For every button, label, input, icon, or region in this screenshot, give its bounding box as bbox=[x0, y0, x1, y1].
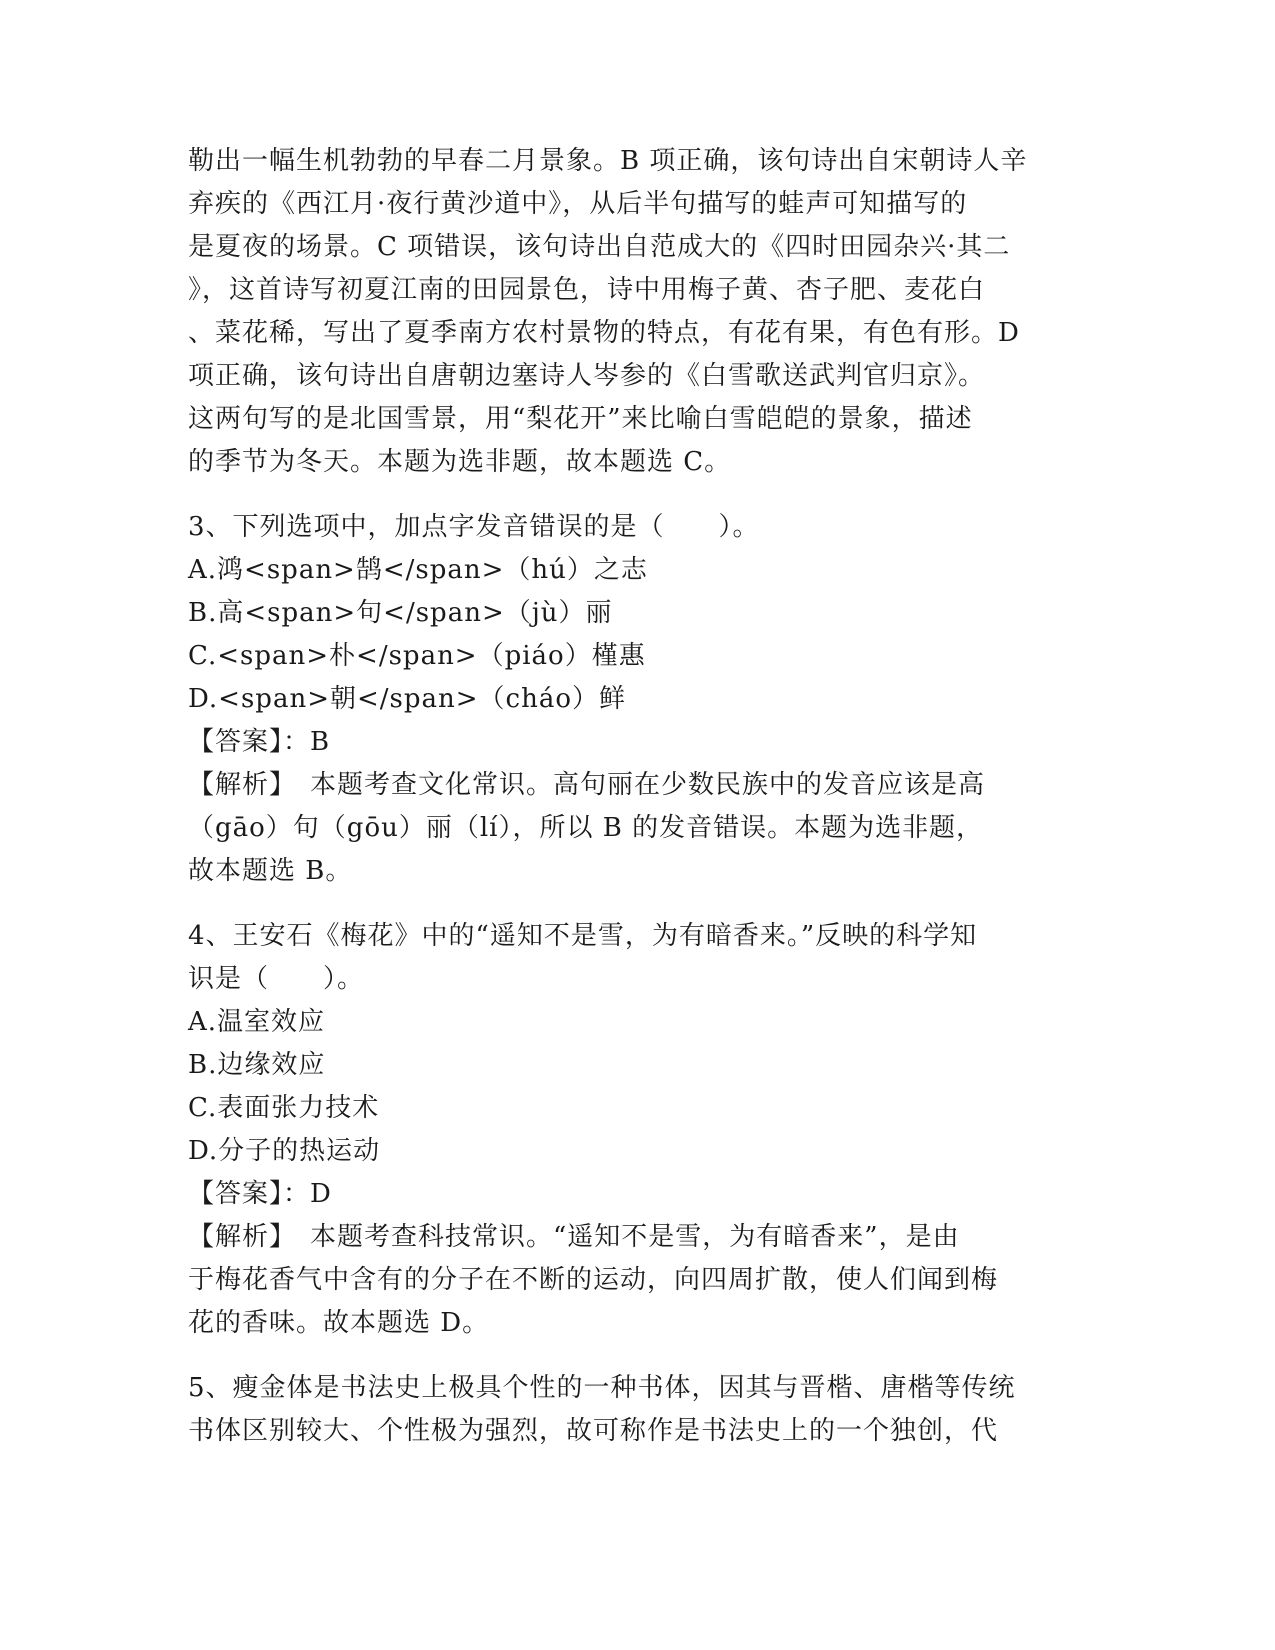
paragraph-line: 》，这首诗写初夏江南的田园景色，诗中用梅子黄、杏子肥、麦花白 bbox=[188, 275, 986, 305]
document-body bbox=[188, 140, 1068, 1453]
paragraph-line: 勒出一幅生机勃勃的早春二月景象。B 项正确，该句诗出自宋朝诗人辛 bbox=[188, 146, 1028, 176]
option-c: C.表面张力技术 bbox=[188, 1093, 380, 1123]
option-a: A.温室效应 bbox=[188, 1007, 326, 1037]
paragraph-line: 是夏夜的场景。C 项错误，该句诗出自范成大的《四时田园杂兴·其二 bbox=[188, 232, 1011, 262]
question-5 bbox=[188, 1367, 1068, 1453]
analysis-line: 【解析】 本题考查科技常识。“遥知不是雪，为有暗香来”，是由 bbox=[188, 1222, 960, 1252]
analysis-line: 花的香味。故本题选 D。 bbox=[188, 1308, 490, 1338]
analysis-line: 故本题选 B。 bbox=[188, 856, 353, 886]
section-gap bbox=[188, 893, 1068, 915]
question-stem: 5、瘦金体是书法史上极具个性的一种书体，因其与晋楷、唐楷等传统 bbox=[188, 1373, 1016, 1403]
question-3 bbox=[188, 506, 1068, 893]
option-c: C.<span>朴</span>（piáo）槿惠 bbox=[188, 641, 646, 671]
option-a: A.鸿<span>鹄</span>（hú）之志 bbox=[188, 555, 648, 585]
option-d: D.<span>朝</span>（cháo）鲜 bbox=[188, 684, 627, 714]
answer: 【答案】：D bbox=[188, 1179, 332, 1209]
paragraph-line: 这两句写的是北国雪景，用“梨花开”来比喻白雪皑皑的景象，描述 bbox=[188, 404, 973, 434]
section-gap bbox=[188, 1345, 1068, 1367]
question-stem: 书体区别较大、个性极为强烈，故可称作是书法史上的一个独创，代 bbox=[188, 1416, 999, 1446]
q2-analysis-continuation bbox=[188, 140, 1068, 484]
analysis-line: 于梅花香气中含有的分子在不断的运动，向四周扩散，使人们闻到梅 bbox=[188, 1265, 999, 1295]
option-b: B.高<span>句</span>（jù）丽 bbox=[188, 598, 613, 628]
question-stem: 3、下列选项中，加点字发音错误的是（ ）。 bbox=[188, 512, 760, 542]
paragraph-line: 弃疾的《西江月·夜行黄沙道中》，从后半句描写的蛙声可知描写的 bbox=[188, 189, 968, 219]
analysis-line: （gāo）句（gōu）丽（lí），所以 B 的发音错误。本题为选非题， bbox=[188, 813, 984, 843]
question-4 bbox=[188, 915, 1068, 1345]
paragraph-line: 、菜花稀，写出了夏季南方农村景物的特点，有花有果，有色有形。D bbox=[188, 318, 1020, 348]
option-b: B.边缘效应 bbox=[188, 1050, 326, 1080]
option-d: D.分子的热运动 bbox=[188, 1136, 381, 1166]
paragraph-line: 项正确，该句诗出自唐朝边塞诗人岑参的《白雪歌送武判官归京》。 bbox=[188, 361, 986, 391]
paragraph-line: 的季节为冬天。本题为选非题，故本题选 C。 bbox=[188, 447, 732, 477]
analysis-line: 【解析】 本题考查文化常识。高句丽在少数民族中的发音应该是高 bbox=[188, 770, 986, 800]
question-stem: 4、王安石《梅花》中的“遥知不是雪，为有暗香来。”反映的科学知 bbox=[188, 921, 978, 951]
answer: 【答案】：B bbox=[188, 727, 331, 757]
question-stem: 识是（ ）。 bbox=[188, 964, 365, 994]
section-gap bbox=[188, 484, 1068, 506]
